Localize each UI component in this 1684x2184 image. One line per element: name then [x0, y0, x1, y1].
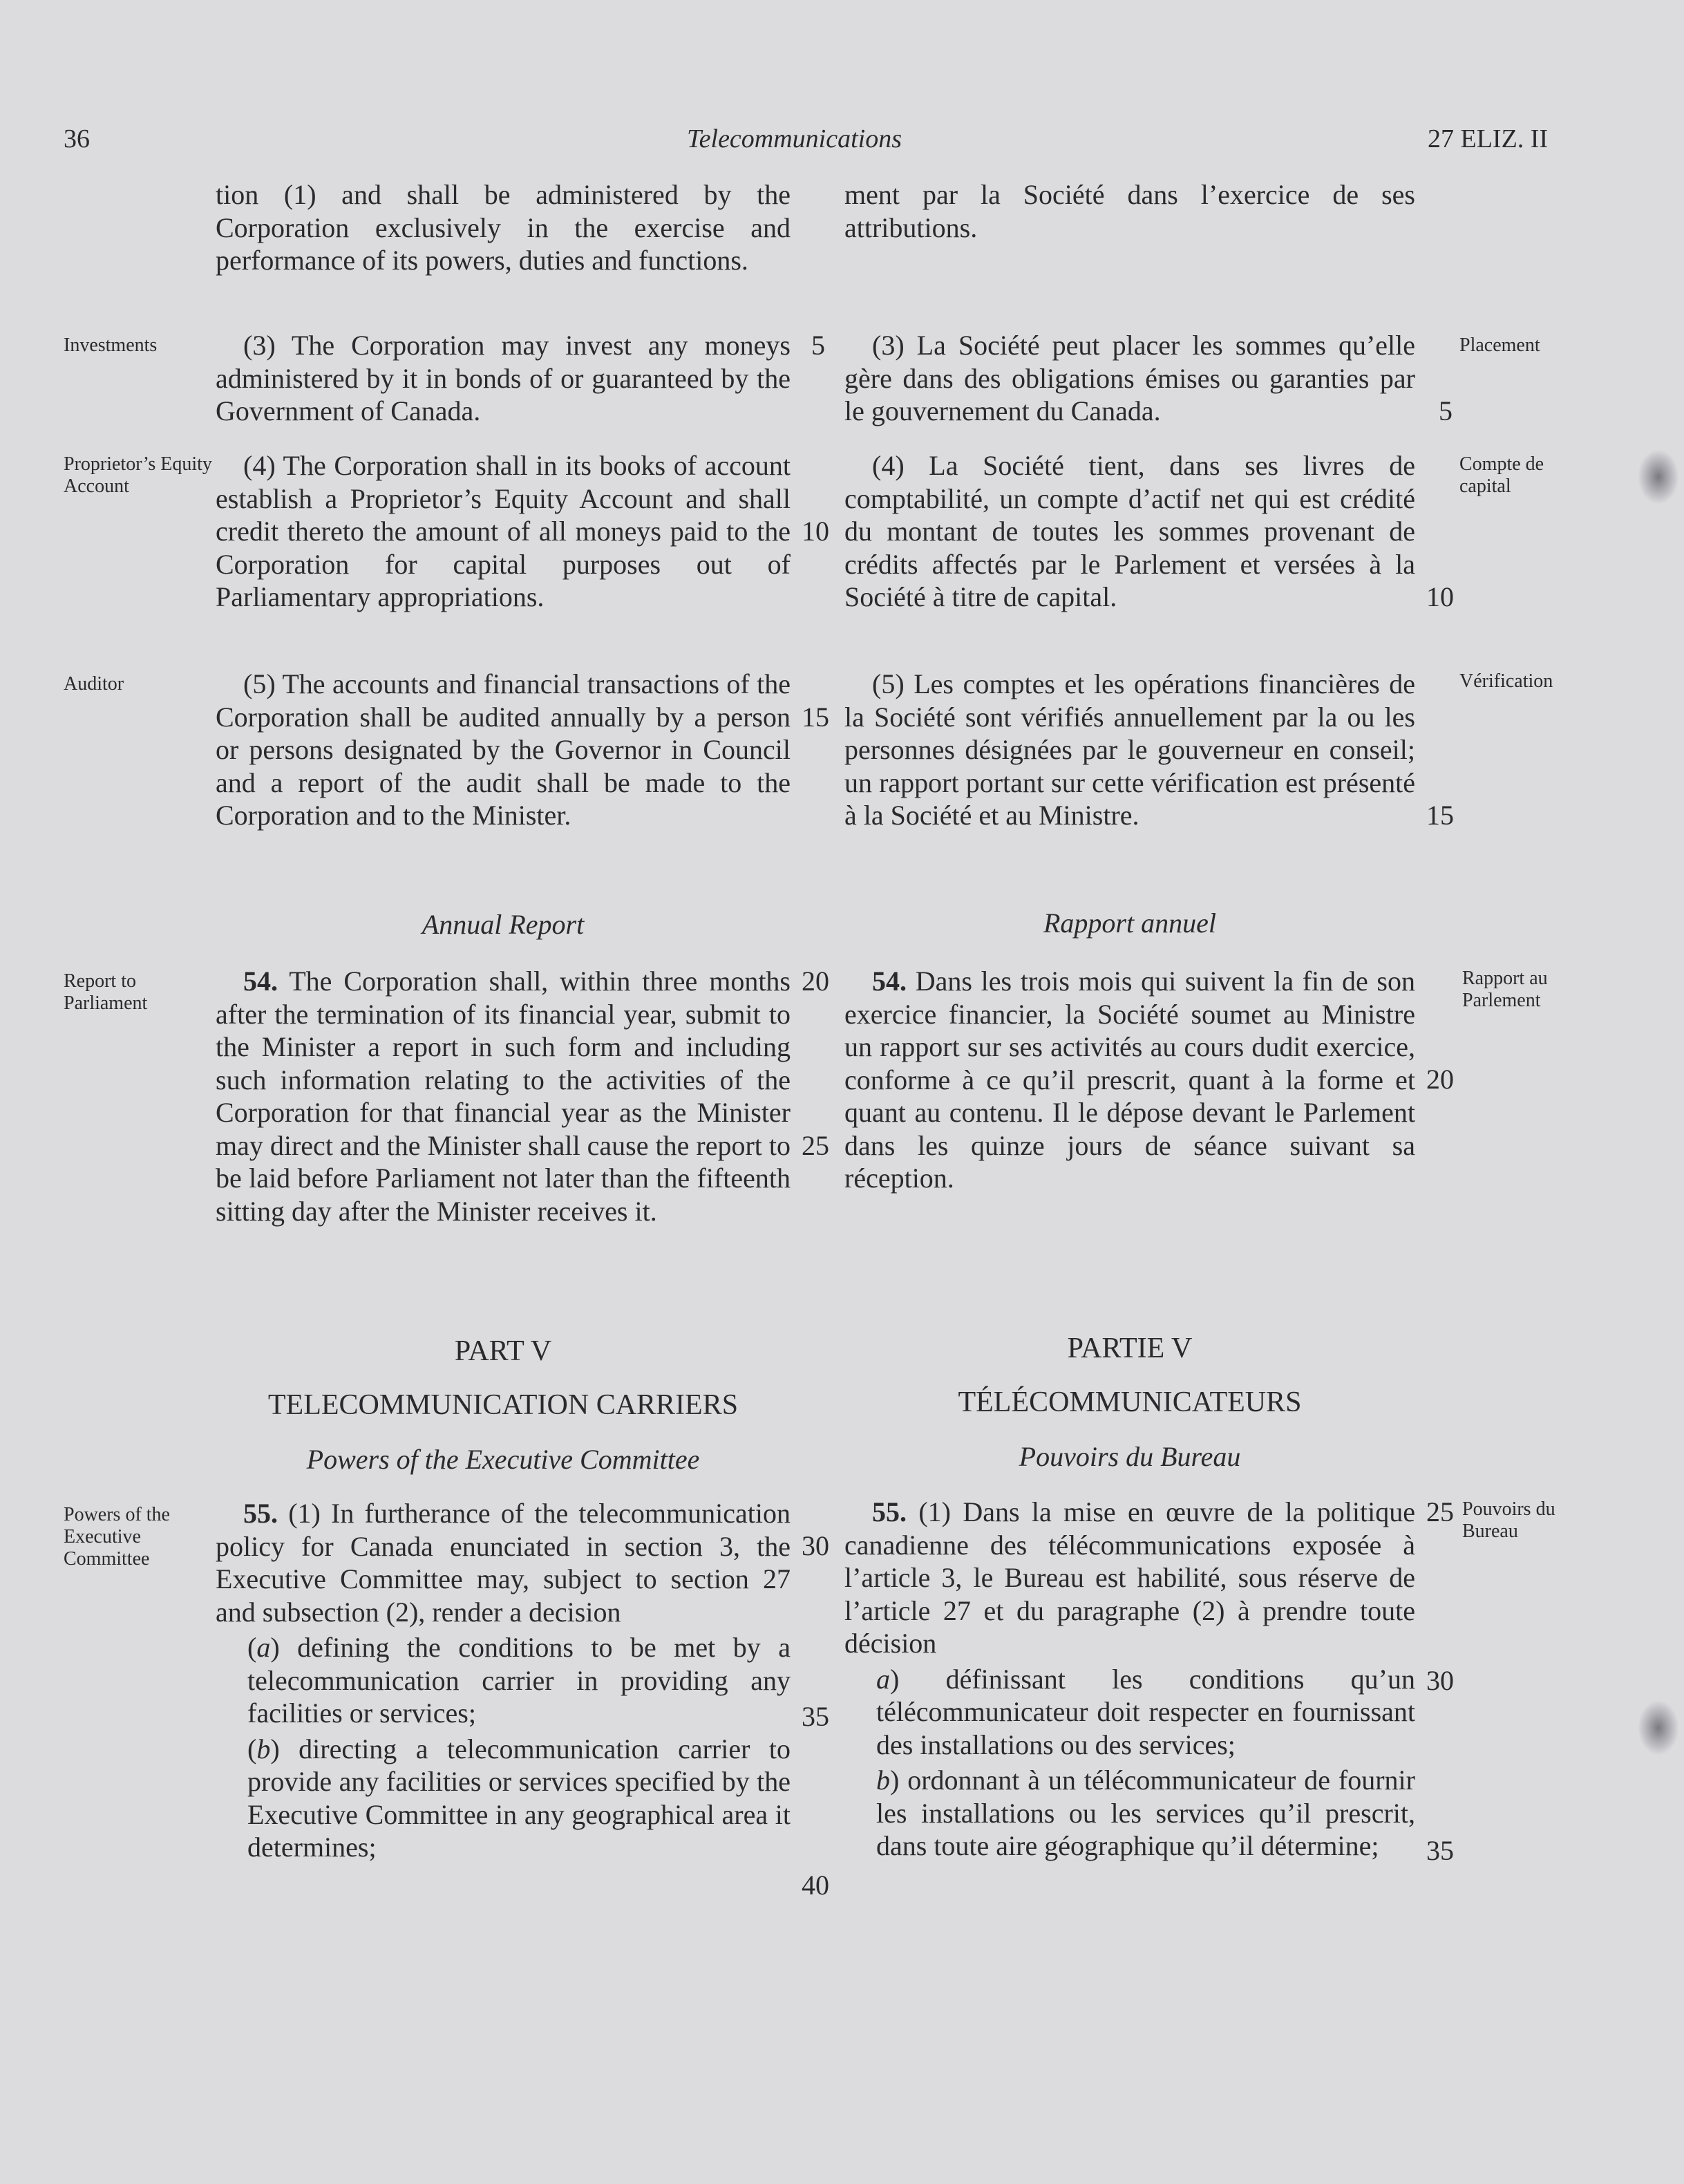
line-number: 30	[802, 1530, 829, 1561]
english-section-54	[216, 965, 791, 1227]
margin-note-pouvoirs-bureau: Pouvoirs du Bureau	[1462, 1498, 1555, 1542]
french-section-54	[844, 965, 1415, 1195]
line-number: 40	[802, 1870, 829, 1901]
line-number: 5	[811, 330, 825, 361]
english-subsection-3	[216, 329, 791, 428]
english-part-label: PART V	[454, 1335, 552, 1367]
french-s54-paragraph	[844, 965, 1415, 1195]
english-s55-paragraph	[216, 1497, 791, 1628]
english-annual-report-heading: Annual Report	[422, 909, 585, 940]
french-s55-b-text: ordonnant à un télécommunicateur de fournir les installations ou les services qu’il prescrit, dans toute aire géographique qu’il détermine;	[876, 1764, 1415, 1861]
french-part-title: TÉLÉCOMMUNICATEURS	[958, 1386, 1302, 1418]
french-paragraph-3: (3) La Société peut placer les sommes qu’elle gère dans des obligations émises ou garanties par le gouvernement du Canada.	[844, 330, 1415, 426]
line-number: 15	[802, 702, 829, 733]
french-continuation	[844, 178, 1415, 244]
margin-note-auditor: Auditor	[64, 673, 124, 695]
french-subsection-3	[844, 329, 1415, 428]
margin-note-powers-executive: Powers of the Executive Committee	[64, 1504, 170, 1570]
line-number: 30	[1426, 1665, 1454, 1696]
margin-note-rapport-parlement: Rapport au Parlement	[1462, 968, 1548, 1011]
french-s55-number: 55.	[872, 1496, 907, 1527]
line-number: 35	[1426, 1835, 1454, 1866]
regnal-year: 27 ELIZ. II	[1428, 124, 1549, 153]
line-number: 10	[1426, 581, 1454, 612]
margin-note-verification: Vérification	[1459, 670, 1553, 692]
english-s55-b-label: b	[256, 1733, 271, 1764]
english-s54-text: The Corporation shall, within three months after the termination of its financial year, submit to the Minister a report in such form and including such information relating to the activities of the Corporation for that financial year as the Minister may direct and the Minister shall cause the report to be laid before Parliament not later than the fifteenth sitting day after the Minister receives it.	[216, 966, 791, 1227]
line-number: 20	[1426, 1064, 1454, 1095]
french-s55-a-label: a	[876, 1663, 890, 1695]
french-paragraph-5: (5) Les comptes et les opérations financières de la Société sont vérifiés annuellement par la ou les personnes désignées par le gouverneur en conseil; un rapport portant sur cette vérification est présenté à la Société et au Ministre.	[844, 668, 1415, 831]
english-s55-item-b: (b) directing a telecommunication carrier to provide any facilities or services specified by the Executive Committee in any geographical area it determines;	[247, 1733, 791, 1863]
line-number: 25	[802, 1130, 829, 1161]
english-s55-item-a: (a) defining the conditions to be met by a telecommunication carrier in providing any facilities or services;	[247, 1632, 791, 1729]
english-s55-b-text: directing a telecommunication carrier to provide any facilities or services specified by the Executive Committee in any geographical area it determines;	[247, 1733, 791, 1863]
french-s54-text: Dans les trois mois qui suivent la fin de son exercice financier, la Société soumet au Ministre un rapport sur ses activités au cours dudit exercice, conforme à ce qu’il prescrit, quant à la forme et quant au contenu. Il le dépose devant le Parlement dans les quinze jours de séance suivant sa réception.	[844, 966, 1416, 1194]
french-powers-heading: Pouvoirs du Bureau	[1019, 1441, 1241, 1472]
english-paragraph-3: (3) The Corporation may invest any moneys administered by it in bonds of or guaranteed by the Government of Canada.	[216, 330, 791, 426]
french-paragraph-4: (4) La Société tient, dans ses livres de comptabilité, un compte d’actif net qui est crédité du montant de toutes les sommes provenant de crédits affectés par le Parlement et versées à la Société à titre de capital.	[844, 450, 1415, 612]
line-number: 20	[802, 966, 829, 997]
french-part-label: PARTIE V	[1067, 1333, 1193, 1364]
line-number: 5	[1439, 395, 1453, 426]
line-number: 35	[802, 1701, 829, 1732]
margin-note-report-to-parliament: Report to Parliament	[64, 970, 148, 1014]
french-s54-number: 54.	[872, 966, 907, 997]
french-subsection-5	[844, 668, 1415, 832]
french-s55-item-b: b) ordonnant à un télécommunicateur de fournir les installations ou les services qu’il prescrit, dans toute aire géographique qu’il détermine;	[876, 1764, 1415, 1861]
english-paragraph-4: (4) The Corporation shall in its books of account establish a Proprietor’s Equity Account and shall credit thereto the amount of all moneys paid to the Corporation for capital purposes out of Parliamentary appropriations.	[216, 450, 791, 612]
english-s55-a-label: a	[256, 1632, 271, 1663]
english-s54-number: 54.	[243, 966, 278, 997]
margin-note-compte-capital: Compte de capital	[1459, 453, 1544, 497]
line-number: 25	[1426, 1496, 1454, 1527]
english-section-55	[216, 1497, 791, 1864]
english-paragraph-continued: tion (1) and shall be administered by the Corporation exclusively in the exercise and performance of its powers, duties and functions.	[216, 179, 791, 276]
french-s55-b-label: b	[876, 1764, 890, 1796]
french-s55-paragraph	[844, 1496, 1415, 1660]
french-s55-item-a: a) définissant les conditions qu’un télécommunicateur doit respecter en fournissant des installations ou des services;	[876, 1663, 1415, 1760]
english-s54-paragraph	[216, 965, 791, 1227]
running-title: Telecommunications	[687, 124, 902, 153]
english-subsection-4	[216, 449, 791, 614]
french-paragraph-continued: ment par la Société dans l’exercice de ses attributions.	[844, 179, 1415, 243]
english-paragraph-5: (5) The accounts and financial transactions of the Corporation shall be audited annually by a person or persons designated by the Governor in Council and a report of the audit shall be made to the Corporation and to the Minister.	[216, 668, 791, 831]
english-s55-a-text: defining the conditions to be met by a telecommunication carrier in providing any facilities or services;	[247, 1632, 791, 1729]
french-s55-a-text: définissant les conditions qu’un télécommunicateur doit respecter en fournissant des installations ou des services;	[876, 1663, 1415, 1760]
line-number: 10	[802, 516, 829, 547]
line-number: 15	[1426, 800, 1454, 831]
english-part-title: TELECOMMUNICATION CARRIERS	[267, 1389, 739, 1421]
english-subsection-5	[216, 668, 791, 832]
french-s55-text: (1) Dans la mise en œuvre de la politique canadienne des télécommunications exposée à l’article 3, le Bureau est habilité, sous réserve de l’article 27 et du paragraphe (2) à prendre toute décision	[844, 1496, 1415, 1659]
margin-note-proprietors-equity: Proprietor’s Equity Account	[64, 453, 212, 497]
french-section-55	[844, 1496, 1415, 1863]
margin-note-placement: Placement	[1459, 335, 1540, 356]
margin-note-investments: Investments	[64, 335, 158, 356]
english-s55-text: (1) In furtherance of the telecommunication policy for Canada enunciated in section 3, the Executive Committee may, subject to section 27 and subsection (2), render a decision	[216, 1498, 791, 1628]
english-s55-number: 55.	[243, 1498, 278, 1529]
binding-hole-shadow	[1638, 449, 1679, 505]
page-number: 36	[64, 124, 90, 153]
french-annual-report-heading: Rapport annuel	[1043, 907, 1216, 939]
french-subsection-4	[844, 449, 1415, 614]
english-powers-heading: Powers of the Executive Committee	[306, 1444, 700, 1475]
english-continuation	[216, 178, 791, 277]
binding-hole-shadow	[1638, 1700, 1679, 1755]
